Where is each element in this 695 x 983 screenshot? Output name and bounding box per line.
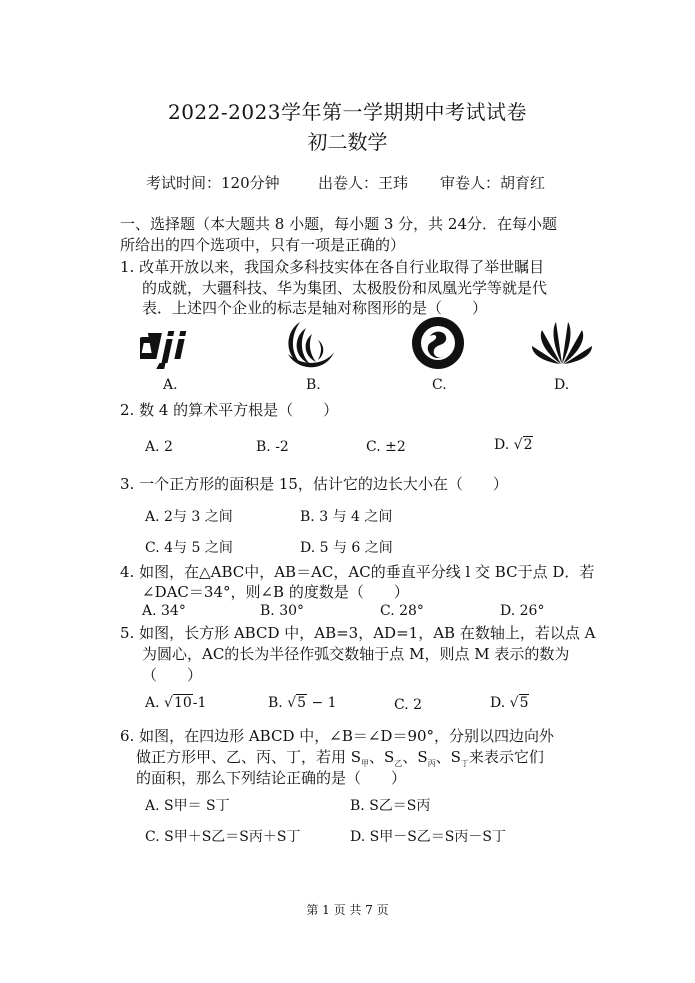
q5-line2: 为圆心，AC的长为半径作弧交数轴于点 M，则点 M 表示的数为: [142, 645, 570, 663]
q1-option-a: A.: [163, 377, 178, 393]
q1-line3: 表．上述四个企业的标志是轴对称图形的是（ ）: [142, 299, 488, 317]
q3-stem: 3. 一个正方形的面积是 15，估计它的边长大小在（ ）: [120, 475, 508, 493]
taiji-logo-icon: [410, 316, 466, 370]
huawei-logo-icon: [530, 318, 594, 368]
paper-setter: 出卷人：王玮: [318, 174, 409, 192]
sub-bing: 丙: [427, 759, 436, 768]
q5-option-d-label: D.: [490, 695, 506, 711]
q1-option-c: C.: [432, 377, 447, 393]
q5-option-c: C. 2: [394, 697, 423, 713]
exam-time: 考试时间：120分钟: [146, 174, 280, 192]
q6-line1: 6. 如图，在四边形 ABCD 中，∠B＝∠D＝90°，分别以四边向外: [120, 727, 555, 745]
sub-jia: 甲: [361, 759, 370, 768]
q2-option-d-radicand: 2: [523, 437, 533, 453]
q5-option-d: [490, 695, 529, 711]
section-heading-line2: 所给出的四个选项中，只有一项是正确的）: [120, 236, 406, 254]
q5-option-b-label: B.: [268, 695, 283, 711]
sub-ding: 丁: [460, 759, 469, 768]
phoenix-logo-icon: [282, 318, 338, 372]
q4-option-c: C. 28°: [380, 603, 424, 619]
q6-line2-post: 来表示它们: [468, 748, 544, 766]
q5-option-b-suffix: − 1: [307, 695, 337, 711]
q5-line1: 5. 如图，长方形 ABCD 中，AB=3，AD=1，AB 在数轴上，若以点 A: [120, 624, 596, 642]
sqrt-sign: √10: [164, 695, 192, 711]
q1-line2: 的成就，大疆科技、华为集团、太极股份和凤凰光学等就是代: [142, 279, 548, 297]
q1-option-b: B.: [306, 377, 321, 393]
q5-option-d-radicand: 5: [519, 695, 529, 711]
sub-yi: 乙: [394, 759, 403, 768]
sqrt-sign: √2: [513, 437, 533, 453]
q4-option-b: B. 30°: [260, 603, 305, 619]
q1-line1: 1. 改革开放以来，我国众多科技实体在各自行业取得了举世瞩目: [120, 258, 545, 276]
q3-option-c: C. 4与 5 之间: [145, 540, 233, 556]
exam-title: 2022-2023学年第一学期期中考试试卷: [167, 100, 528, 124]
page-footer: 第 1 页 共 7 页: [306, 903, 389, 917]
q6-option-a: A. S甲＝ S丁: [145, 798, 230, 814]
q5-option-a-radicand: 10: [173, 695, 192, 711]
q5-line3: （ ）: [142, 666, 203, 684]
q2-option-b: B. -2: [256, 439, 289, 455]
q6-line2-pre: 做正方形甲、乙、丙、丁，若用 S: [136, 748, 362, 766]
paper-reviewer: 审卷人：胡育红: [440, 174, 546, 192]
exam-subject: 初二数学: [307, 130, 388, 154]
q6-line3: 的面积，那么下列结论正确的是（ ）: [136, 769, 407, 787]
sqrt-sign: √5: [509, 695, 529, 711]
q5-option-b-radicand: 5: [297, 695, 307, 711]
q6-line2: 做正方形甲、乙、丙、丁，若用 $S_甲$、$S_乙$、$S_丙$、$S_丁$来表示它们: [136, 748, 544, 768]
q5-option-a-suffix: -1: [192, 695, 207, 711]
q2-option-d: [494, 437, 533, 453]
q5-option-b: [268, 695, 337, 711]
q2-option-a: A. 2: [145, 439, 173, 455]
q3-option-d: D. 5 与 6 之间: [300, 540, 393, 556]
q5-option-a-label: A.: [145, 695, 160, 711]
q5-option-a: [145, 695, 206, 711]
q6-option-d: D. S甲－S乙＝S丙－S丁: [350, 829, 506, 845]
q4-line1: 4. 如图，在△ABC中，AB＝AC，AC的垂直平分线 l 交 BC于点 D．若: [120, 563, 595, 581]
dji-logo-icon: [140, 323, 206, 369]
q2-option-c: C. ±2: [366, 439, 406, 455]
q2-option-d-label: D.: [494, 437, 510, 453]
section-heading-line1: 一、选择题（本大题共 8 小题，每小题 3 分，共 24分．在每小题: [120, 215, 558, 233]
q6-option-c: C. S甲＋S乙＝S丙＋S丁: [145, 829, 301, 845]
q4-line2: ∠DAC＝34°，则∠B 的度数是（ ）: [142, 583, 409, 601]
q3-option-b: B. 3 与 4 之间: [300, 509, 393, 525]
q6-option-b: B. S乙＝S丙: [350, 798, 431, 814]
q1-option-d: D.: [554, 377, 570, 393]
q2-stem: 2. 数 4 的算术平方根是（ ）: [120, 401, 339, 419]
q4-option-d: D. 26°: [500, 603, 545, 619]
q4-option-a: A. 34°: [142, 603, 186, 619]
q3-option-a: A. 2与 3 之间: [145, 509, 233, 525]
sqrt-sign: √5: [287, 695, 307, 711]
